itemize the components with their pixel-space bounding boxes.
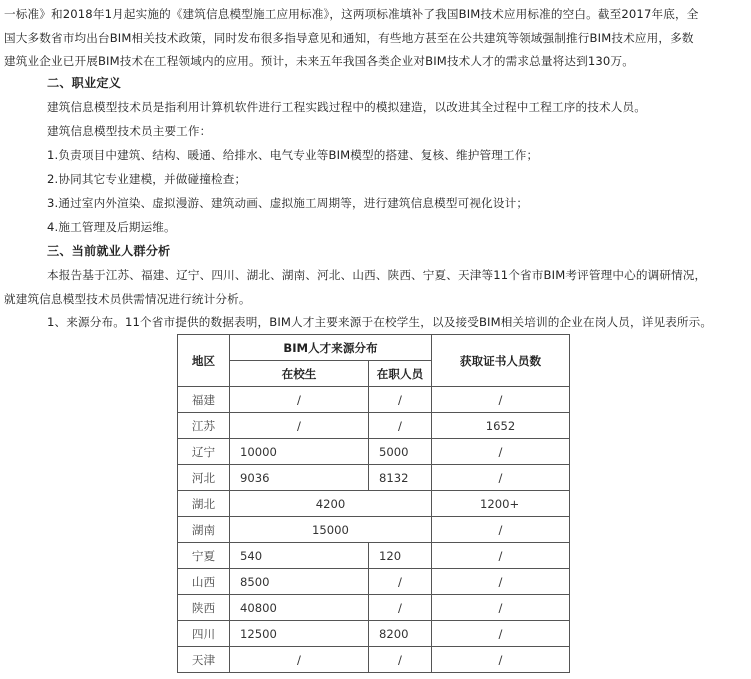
employed-cell: / bbox=[369, 413, 432, 439]
region-cell: 福建 bbox=[178, 387, 230, 413]
certified-cell: / bbox=[432, 517, 570, 543]
region-cell: 辽宁 bbox=[178, 439, 230, 465]
employed-cell: / bbox=[369, 387, 432, 413]
certified-cell: / bbox=[432, 543, 570, 569]
employed-cell: 8132 bbox=[369, 465, 432, 491]
table-body bbox=[178, 387, 570, 673]
paragraph-line: 1、来源分布。11个省市提供的数据表明，BIM人才主要来源于在校学生，以及接受BIM相关培训的企业在岗人员，详见表所示。 bbox=[47, 315, 713, 329]
region-cell: 宁夏 bbox=[178, 543, 230, 569]
region-cell: 江苏 bbox=[178, 413, 230, 439]
region-cell: 四川 bbox=[178, 621, 230, 647]
table-row bbox=[178, 413, 570, 439]
employed-cell: / bbox=[369, 569, 432, 595]
certified-cell: / bbox=[432, 569, 570, 595]
certified-cell: 1652 bbox=[432, 413, 570, 439]
merged-source-cell: 15000 bbox=[230, 517, 432, 543]
list-item: 3.通过室内外渲染、虚拟漫游、建筑动画、虚拟施工周期等，进行建筑信息模型可视化设计； bbox=[47, 196, 529, 210]
certified-cell: / bbox=[432, 465, 570, 491]
table-row bbox=[178, 595, 570, 621]
students-cell: 540 bbox=[230, 543, 369, 569]
table-row bbox=[178, 517, 570, 543]
table-row bbox=[178, 621, 570, 647]
certified-cell: / bbox=[432, 595, 570, 621]
paragraph-line: 本报告基于江苏、福建、辽宁、四川、湖北、湖南、河北、山西、陕西、宁夏、天津等11个省市BIM考评管理中心的调研情况， bbox=[47, 268, 707, 282]
paragraph-line: 建筑信息模型技术员主要工作： bbox=[47, 124, 212, 138]
section-heading-analysis: 三、当前就业人群分析 bbox=[47, 244, 171, 258]
table-row bbox=[178, 387, 570, 413]
header-region: 地区 bbox=[178, 335, 230, 387]
employed-cell: / bbox=[369, 647, 432, 673]
students-cell: 40800 bbox=[230, 595, 369, 621]
region-cell: 湖北 bbox=[178, 491, 230, 517]
students-cell: / bbox=[230, 413, 369, 439]
header-employed: 在职人员 bbox=[369, 361, 432, 387]
table-row bbox=[178, 543, 570, 569]
region-cell: 山西 bbox=[178, 569, 230, 595]
students-cell: 8500 bbox=[230, 569, 369, 595]
table-row bbox=[178, 491, 570, 517]
students-cell: / bbox=[230, 387, 369, 413]
paragraph-line: 建筑信息模型技术员是指利用计算机软件进行工程实践过程中的模拟建造，以改进其全过程中工程工序的技术人员。 bbox=[47, 100, 646, 114]
region-cell: 湖南 bbox=[178, 517, 230, 543]
table-row bbox=[178, 569, 570, 595]
certified-cell: / bbox=[432, 621, 570, 647]
certified-cell: 1200+ bbox=[432, 491, 570, 517]
certified-cell: / bbox=[432, 387, 570, 413]
region-cell: 河北 bbox=[178, 465, 230, 491]
paragraph-line: 一标准》和2018年1月起实施的《建筑信息模型施工应用标准》，这两项标准填补了我国BIM技术应用标准的空白。截至2017年底，全 bbox=[4, 7, 699, 21]
region-cell: 天津 bbox=[178, 647, 230, 673]
section-heading-definition: 二、职业定义 bbox=[47, 76, 122, 90]
employed-cell: 5000 bbox=[369, 439, 432, 465]
paragraph-line: 国大多数省市均出台BIM相关技术政策，同时发布很多指导意见和通知，有些地方甚至在公共建筑等领域强制推行BIM技术应用，多数 bbox=[4, 31, 694, 45]
employed-cell: / bbox=[369, 595, 432, 621]
list-item: 2.协同其它专业建模，并做碰撞检查； bbox=[47, 172, 247, 186]
paragraph-line: 建筑业企业已开展BIM技术在工程领域内的应用。预计，未来五年我国各类企业对BIM技术人才的需求总量将达到130万。 bbox=[4, 54, 634, 68]
students-cell: 12500 bbox=[230, 621, 369, 647]
region-cell: 陕西 bbox=[178, 595, 230, 621]
table-row bbox=[178, 647, 570, 673]
students-cell: / bbox=[230, 647, 369, 673]
table-row bbox=[178, 465, 570, 491]
merged-source-cell: 4200 bbox=[230, 491, 432, 517]
students-cell: 10000 bbox=[230, 439, 369, 465]
employed-cell: 8200 bbox=[369, 621, 432, 647]
header-certified: 获取证书人员数 bbox=[432, 335, 570, 387]
table-row bbox=[178, 439, 570, 465]
list-item: 1.负责项目中建筑、结构、暖通、给排水、电气专业等BIM模型的搭建、复核、维护管理工作； bbox=[47, 148, 539, 162]
certified-cell: / bbox=[432, 647, 570, 673]
list-item: 4.施工管理及后期运维。 bbox=[47, 220, 176, 234]
header-source-group: BIM人才来源分布 bbox=[230, 335, 432, 361]
employed-cell: 120 bbox=[369, 543, 432, 569]
header-students: 在校生 bbox=[230, 361, 369, 387]
certified-cell: / bbox=[432, 439, 570, 465]
bim-source-table bbox=[177, 334, 570, 673]
paragraph-line: 就建筑信息模型技术员供需情况进行统计分析。 bbox=[4, 292, 251, 306]
students-cell: 9036 bbox=[230, 465, 369, 491]
